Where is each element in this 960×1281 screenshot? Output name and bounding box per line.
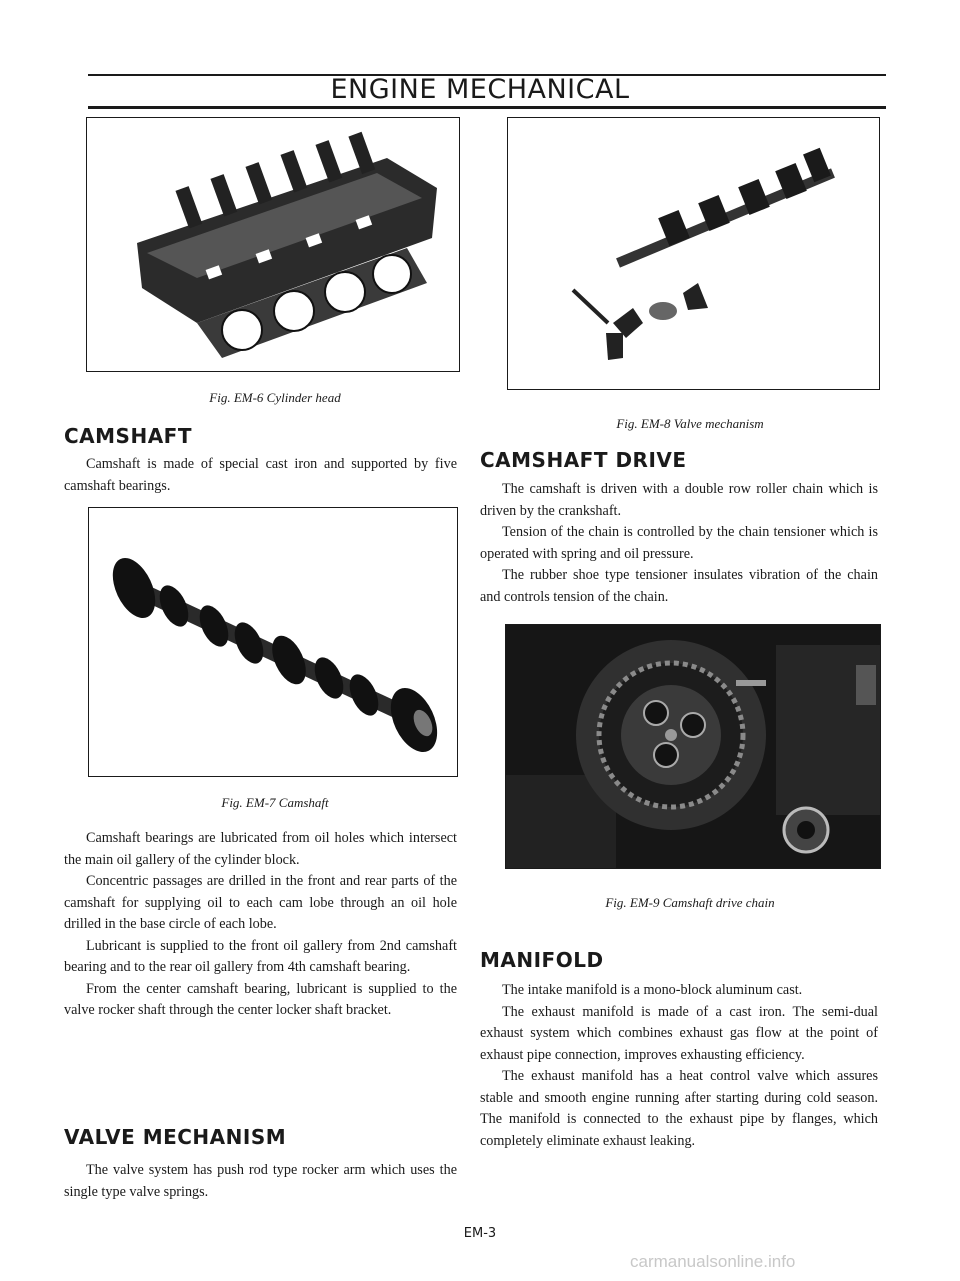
page-number: EM-3	[463, 1226, 497, 1241]
section-heading-valve-mechanism: VALVE MECHANISM	[64, 1125, 287, 1149]
manifold-paragraph-1: The intake manifold is a mono-block aluminum cast.	[502, 982, 803, 998]
manifold-paragraph-2: The exhaust manifold is made of a cast iron. The semi-dual exhaust system which combines exhaust gas flow at the point of exhaust pipe connection, improves exhausting efficiency.	[480, 1003, 878, 1063]
camshaft-paragraph-1: Camshaft bearings are lubricated from oil holes which intersect the main oil gallery of the cylinder block.	[64, 830, 457, 868]
page-header-title: ENGINE MECHANICAL	[330, 74, 630, 105]
manifold-text	[480, 980, 878, 1152]
section-heading-camshaft-drive: CAMSHAFT DRIVE	[480, 448, 687, 472]
manifold-paragraph-3: The exhaust manifold has a heat control valve which assures stable and smooth engine running after starting during cold season. The manifold is connected to the exhaust pipe by flanges, which completely eliminate exhaust leaking.	[480, 1068, 878, 1149]
figure-camshaft	[88, 507, 458, 777]
figure-caption-em8: Fig. EM-8 Valve mechanism	[616, 416, 764, 431]
figure-caption-em9: Fig. EM-9 Camshaft drive chain	[605, 895, 775, 910]
camshaft-drive-paragraph-1: The camshaft is driven with a double row roller chain which is driven by the crankshaft.	[480, 481, 878, 519]
camshaft-drive-paragraph-3: The rubber shoe type tensioner insulates vibration of the chain and controls tension of the chain.	[480, 567, 878, 605]
camshaft-drive-paragraph-2: Tension of the chain is controlled by the chain tensioner which is operated with spring and oil pressure.	[480, 524, 878, 562]
cylinder-head-illustration	[87, 118, 459, 371]
camshaft-illustration	[89, 508, 457, 776]
watermark-text: carmanualsonline.info	[630, 1252, 796, 1271]
figure-cylinder-head	[86, 117, 460, 372]
camshaft-drive-text	[480, 479, 878, 608]
header-bottom-rule	[88, 106, 886, 109]
camshaft-paragraph-4: From the center camshaft bearing, lubricant is supplied to the valve rocker shaft through the center locker shaft bracket.	[64, 980, 457, 1018]
figure-valve-mechanism	[507, 117, 880, 390]
camshaft-intro-paragraph: Camshaft is made of special cast iron and supported by five camshaft bearings.	[64, 456, 457, 494]
camshaft-paragraph-2: Concentric passages are drilled in the front and rear parts of the camshaft for supplying oil to each cam lobe through an oil hole drilled in the base circle of each lobe.	[64, 873, 457, 932]
valve-mechanism-illustration	[508, 118, 879, 389]
camshaft-drive-chain-photo	[506, 625, 880, 868]
valve-mechanism-paragraph-1: The valve system has push rod type rocker arm which uses the single type valve springs.	[64, 1162, 457, 1200]
camshaft-intro-text	[64, 454, 457, 497]
figure-camshaft-drive-chain	[505, 624, 881, 869]
section-heading-camshaft: CAMSHAFT	[64, 424, 192, 448]
camshaft-paragraph-3: Lubricant is supplied to the front oil gallery from 2nd camshaft bearing and to the rear oil gallery from 4th camshaft bearing.	[64, 937, 457, 975]
figure-caption-em7: Fig. EM-7 Camshaft	[221, 795, 329, 810]
valve-mechanism-text	[64, 1160, 457, 1203]
section-heading-manifold: MANIFOLD	[480, 948, 604, 972]
figure-caption-em6: Fig. EM-6 Cylinder head	[209, 390, 341, 405]
camshaft-body-text	[64, 828, 457, 1022]
